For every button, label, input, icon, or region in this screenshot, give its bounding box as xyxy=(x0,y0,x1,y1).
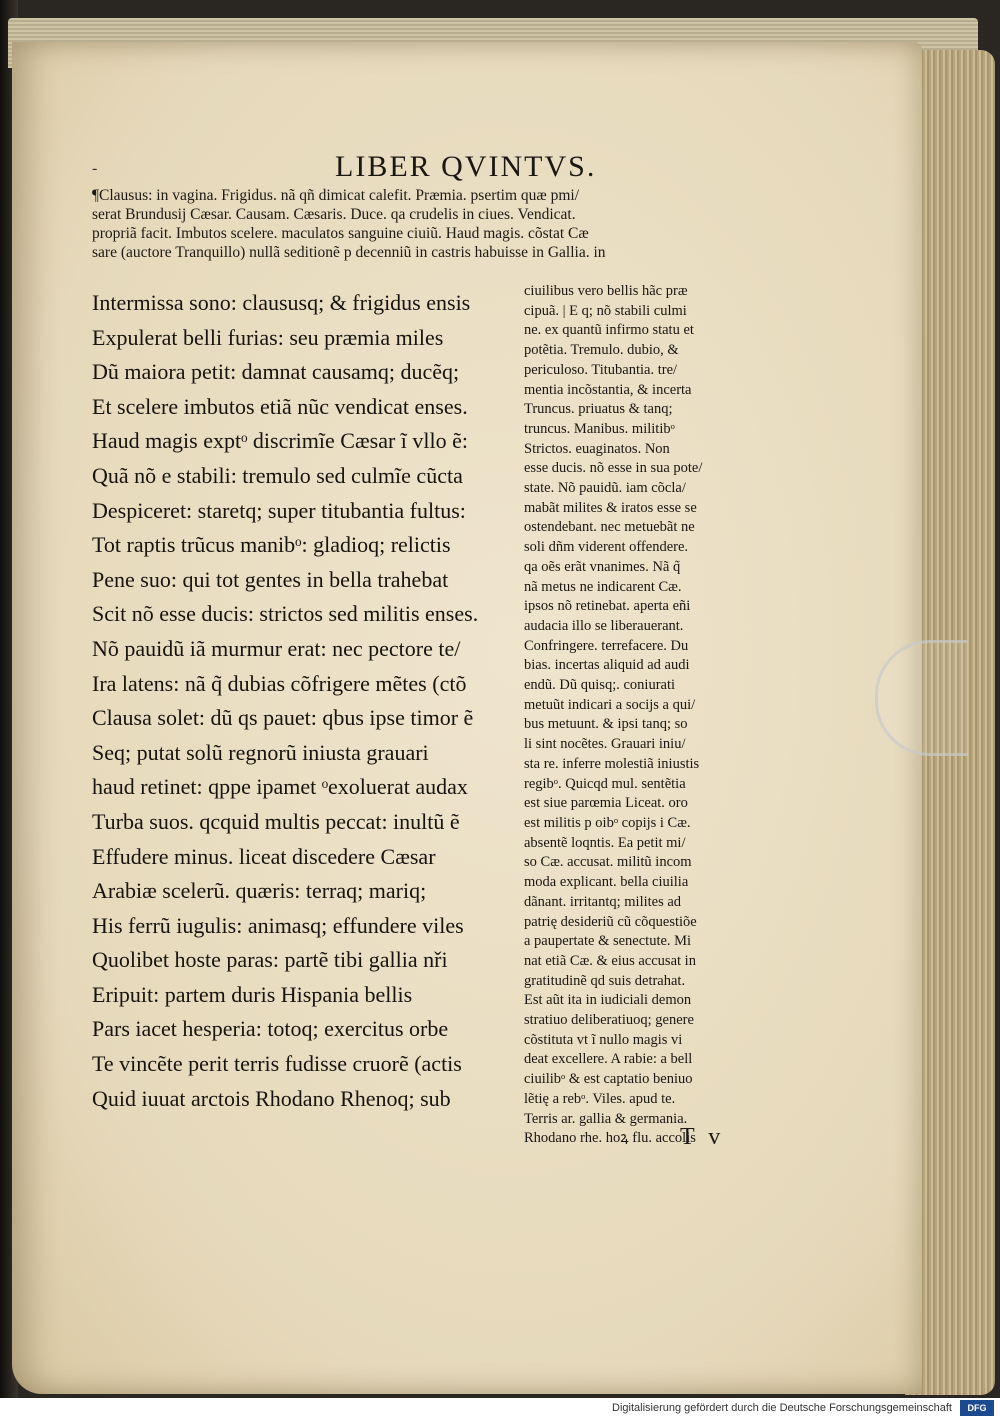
gloss-line: ciuilibus vero bellis hãc præ xyxy=(524,283,688,299)
gloss-line: mabãt milites & iratos esse se xyxy=(524,499,697,516)
gloss-line: absentẽ loqntis. Ea petit mi/ xyxy=(524,834,686,851)
footer-credit: Digitalisierung gefördert durch die Deutsche Forschungsgemeinschaft xyxy=(612,1402,952,1414)
verse-line: Tot raptis trũcus manibᵒ: gladioq; relictis xyxy=(92,532,451,558)
catchword: T v xyxy=(680,1124,725,1150)
verse-line: Quã nõ e stabili: tremulo sed culmĩe cũcta xyxy=(92,462,463,488)
gloss-line: li sint nocẽtes. Grauari iniu/ xyxy=(524,736,686,753)
verse-line: Seq; putat solũ regnorũ iniusta grauari xyxy=(92,739,429,765)
gloss-line: lẽtię a rebᵒ. Viles. apud te. xyxy=(524,1090,676,1107)
gloss-line: cipuã. | E q; nõ stabili culmi xyxy=(524,302,687,319)
verse-line: Effudere minus. liceat discedere Cæsar xyxy=(92,843,436,869)
gloss-column xyxy=(524,282,774,1149)
gloss-line: so Cæ. accusat. militũ incom xyxy=(524,854,692,871)
gloss-line: potẽtia. Tremulo. dubio, & xyxy=(524,342,679,359)
verse-line: Clausa solet: dũ qs pauet: qbus ipse timor ẽ xyxy=(92,705,474,731)
verse-line: Despiceret: staretq; super titubantia fultus: xyxy=(92,497,466,523)
verse-line: His ferrũ iugulis: animasq; effundere viles xyxy=(92,912,464,938)
gloss-line: Truncus. priuatus & tanq; xyxy=(524,401,673,418)
gloss-line: moda explicant. bella ciuilia xyxy=(524,874,689,891)
page-clip xyxy=(875,640,968,756)
gloss-line: a paupertate & senectute. Mi xyxy=(524,933,692,950)
gloss-line: regibᵒ. Quicqd mul. sentẽtia xyxy=(524,775,686,792)
verse-line: Haud magis exptᵒ discrimĩe Cæsar ĩ vllo ẽ: xyxy=(92,428,468,454)
gloss-line: stratiuo deliberatiuoq; genere xyxy=(524,1012,694,1029)
gloss-line: bus metuunt. & ipsi tanq; so xyxy=(524,716,688,733)
verse-line: Te vincẽte perit terris fudisse cruorẽ (actis xyxy=(92,1051,462,1077)
gloss-line: audacia illo se liberauerant. xyxy=(524,617,684,634)
verse-line: Et scelere imbutos etiã nũc vendicat enses. xyxy=(92,393,468,419)
gloss-line: ne. ex quantũ infirmo statu et xyxy=(524,322,694,339)
commentary-top xyxy=(92,186,792,262)
gloss-line: nã metus ne indicarent Cæ. xyxy=(524,578,682,595)
verse-line: Pars iacet hesperia: totoq; exercitus orbe xyxy=(92,1016,449,1042)
verse-line: Dũ maiora petit: damnat causamq; ducẽq; xyxy=(92,359,460,385)
gloss-line: gratitudinẽ qd suis detrahat. xyxy=(524,972,686,989)
gloss-line: bias. incertas aliquid ad audi xyxy=(524,657,690,674)
gloss-line: Confringere. terrefacere. Du xyxy=(524,637,689,654)
gloss-line: endũ. Dũ quisq;. coniurati xyxy=(524,677,676,694)
dfg-logo-icon: DFG xyxy=(960,1400,994,1416)
verse-line: Quid iuuat arctois Rhodano Rhenoq; sub xyxy=(92,1085,451,1111)
gloss-line: est siue parœmia Liceat. oro xyxy=(524,795,688,812)
gloss-line: periculoso. Titubantia. tre/ xyxy=(524,361,678,378)
gloss-line: soli dñm viderent offendere. xyxy=(524,539,689,556)
gloss-line: qa oẽs erãt vnanimes. Nã q̃ xyxy=(524,558,681,575)
gloss-line: nat etiã Cæ. & eius accusat in xyxy=(524,952,696,969)
verse-line: Arabiæ scelerũ. quæris: terraq; mariq; xyxy=(92,878,427,904)
gloss-line: mentia incõstantia, & incerta xyxy=(524,381,692,398)
verse-line: haud retinet: qppe ipamet ᵒexoluerat audax xyxy=(92,774,468,800)
verse-line: Eripuit: partem duris Hispania bellis xyxy=(92,981,413,1007)
running-heading: LIBER QVINTVS. xyxy=(335,150,597,183)
gloss-line: patrię desideriũ cũ cõquestiõe xyxy=(524,913,697,930)
verse-line: Quolibet hoste paras: partẽ tibi gallia nři xyxy=(92,947,448,973)
gloss-line: Terris ar. gallia & germania. xyxy=(524,1110,688,1127)
gloss-line: metuũt indicari a socijs a qui/ xyxy=(524,696,696,713)
verse-line: Intermissa sono: claususq; & frigidus ensis xyxy=(92,290,471,315)
gloss-line: sta re. inferre molestiã iniustis xyxy=(524,755,700,772)
verse-line: Expulerat belli furias: seu præmia miles xyxy=(92,324,444,350)
verse-line: Turba suos. qcquid multis peccat: inultũ ẽ xyxy=(92,808,460,834)
gloss-line: deat excellere. A rabie: a bell xyxy=(524,1051,693,1068)
commentary-line: serat Brundusij Cæsar. Causam. Cæsaris. Duce. qa crudelis in ciues. Vendicat. xyxy=(92,206,576,223)
verse-line: Scit nõ esse ducis: strictos sed militis enses. xyxy=(92,601,479,627)
gloss-line: state. Nõ pauidũ. iam cõcla/ xyxy=(524,480,686,497)
gloss-line: ipsos nõ retinebat. aperta eñi xyxy=(524,598,691,615)
footer-bar xyxy=(0,1398,1000,1418)
verse-line: Ira latens: nã q̃ dubias cõfrigere mẽtes (ctõ xyxy=(92,670,467,696)
gloss-line: est militis p oibᵒ copijs i Cæ. xyxy=(524,814,691,831)
verse-column xyxy=(92,286,522,1116)
commentary-line: sare (auctore Tranquillo) nullã seditionẽ p decenniũ in castris habuisse in Gallia. in xyxy=(92,244,606,261)
gloss-line: Strictos. euaginatos. Non xyxy=(524,440,670,457)
gloss-line: dãnant. irritantq; milites ad xyxy=(524,893,682,910)
gloss-line: Rhodano rhe. hoꝝ flu. accolis xyxy=(524,1130,696,1147)
gloss-line: ciuilibᵒ & est captatio beniuo xyxy=(524,1071,693,1088)
commentary-line: propriã facit. Imbutos scelere. maculatos sanguine ciuiũ. Haud magis. cõstat Cæ xyxy=(92,225,589,242)
verse-line: Nõ pauidũ iã murmur erat: nec pectore te/ xyxy=(92,635,461,661)
gloss-line: truncus. Manibus. militibᵒ xyxy=(524,420,675,437)
gloss-line: Est aũt ita in iudiciali demon xyxy=(524,992,692,1009)
gloss-line: ostendebant. nec metuebãt ne xyxy=(524,519,695,536)
verse-line: Pene suo: qui tot gentes in bella trahebat xyxy=(92,566,449,592)
margin-dash: - xyxy=(92,160,98,177)
commentary-line: ¶Clausus: in vagina. Frigidus. nã qñ dimicat calefit. Præmia. psertim quæ pmi/ xyxy=(92,187,580,204)
gloss-line: esse ducis. nõ esse in sua pote/ xyxy=(524,460,703,477)
gloss-line: cõstituta vt ĩ nullo magis vi xyxy=(524,1031,683,1048)
